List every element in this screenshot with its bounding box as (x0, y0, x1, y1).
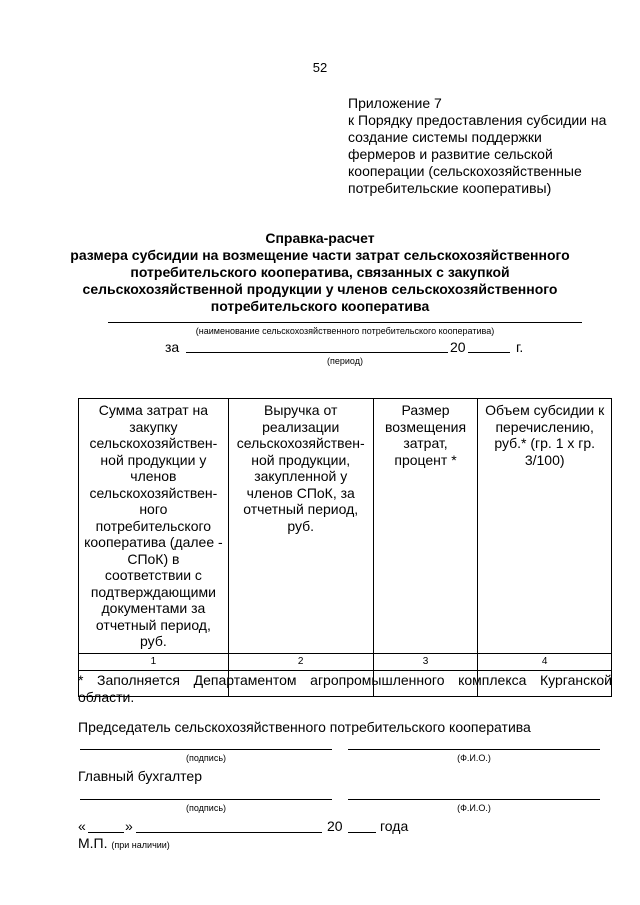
chairman-signature-field[interactable] (80, 749, 332, 750)
stamp-note: (при наличии) (111, 840, 170, 850)
title-line: потребительского кооператива, связанных с закупкой (130, 264, 510, 280)
stamp-mp: М.П. (78, 835, 108, 851)
coop-name-field[interactable] (108, 322, 582, 323)
calculation-table (78, 398, 612, 697)
period-year-prefix: 20 (450, 339, 466, 355)
chairman-signature-caption: (подпись) (185, 753, 227, 763)
column-number: 2 (228, 653, 373, 670)
title-line: размера субсидии на возмещение части затрат сельскохозяйственного (70, 247, 570, 263)
appendix-line: создание системы поддержки (348, 129, 542, 145)
date-year-prefix: 20 (327, 818, 343, 834)
period-year-field[interactable] (468, 352, 510, 353)
accountant-signature-caption: (подпись) (185, 803, 227, 813)
chairman-label: Председатель сельскохозяйственного потребительского кооператива (78, 719, 531, 735)
date-day-field[interactable] (88, 832, 124, 833)
header-cell: Объем субсидии к перечислению, руб.* (гр. 1 x гр. 3/100) (478, 399, 612, 654)
chairman-fio-caption: (Ф.И.О.) (457, 753, 491, 763)
date-month-field[interactable] (136, 832, 322, 833)
appendix-line: фермеров и развитие сельской (348, 146, 553, 162)
title-line: сельскохозяйственной продукции у членов сельскохозяйственного (82, 281, 558, 297)
period-prefix: за (165, 339, 180, 355)
column-number: 1 (79, 653, 229, 670)
coop-name-caption: (наименование сельскохозяйственного потребительского кооператива) (195, 326, 495, 336)
appendix-line: Приложение 7 (348, 95, 442, 111)
header-cell: Сумма затрат на закупку сельскохозяйствен-ной продукции у членов сельскохозяйствен-ного потребительского кооператива (далее - СПоК) в соответствии с подтверждающими документами за отчетный период, руб. (79, 399, 229, 654)
chairman-fio-field[interactable] (348, 749, 600, 750)
date-year-field[interactable] (348, 832, 376, 833)
header-cell: Размер возмещения затрат, процент * (373, 399, 478, 654)
period-field[interactable] (186, 352, 448, 353)
accountant-fio-caption: (Ф.И.О.) (457, 803, 491, 813)
footnote: * Заполняется Департаментом агропромышленного комплекса Курганской (78, 672, 612, 688)
date-close-quote: » (125, 818, 133, 834)
title-line: потребительского кооператива (210, 298, 430, 314)
appendix-note (348, 95, 623, 197)
stamp-label (78, 835, 170, 854)
page-number: 52 (312, 60, 328, 75)
column-number: 4 (478, 653, 612, 670)
footnote-continuation: области. (78, 689, 135, 705)
column-number: 3 (373, 653, 478, 670)
date-suffix: года (380, 818, 409, 834)
document-title (60, 230, 580, 315)
accountant-signature-field[interactable] (80, 799, 332, 800)
appendix-line: потребительские кооперативы) (348, 180, 552, 196)
table-header-row (79, 399, 612, 654)
appendix-line: кооперации (сельскохозяйственные (348, 163, 582, 179)
header-cell: Выручка от реализации сельскохозяйствен-ной продукции, закупленной у членов СПоК, за отчетный период, руб. (228, 399, 373, 654)
period-caption: (период) (327, 356, 363, 366)
accountant-label: Главный бухгалтер (78, 768, 202, 784)
accountant-fio-field[interactable] (348, 799, 600, 800)
title-line: Справка-расчет (265, 230, 375, 246)
appendix-line: к Порядку предоставления субсидии на (348, 112, 607, 128)
table-number-row (79, 653, 612, 670)
period-suffix: г. (516, 339, 524, 355)
date-open-quote: « (78, 818, 86, 834)
